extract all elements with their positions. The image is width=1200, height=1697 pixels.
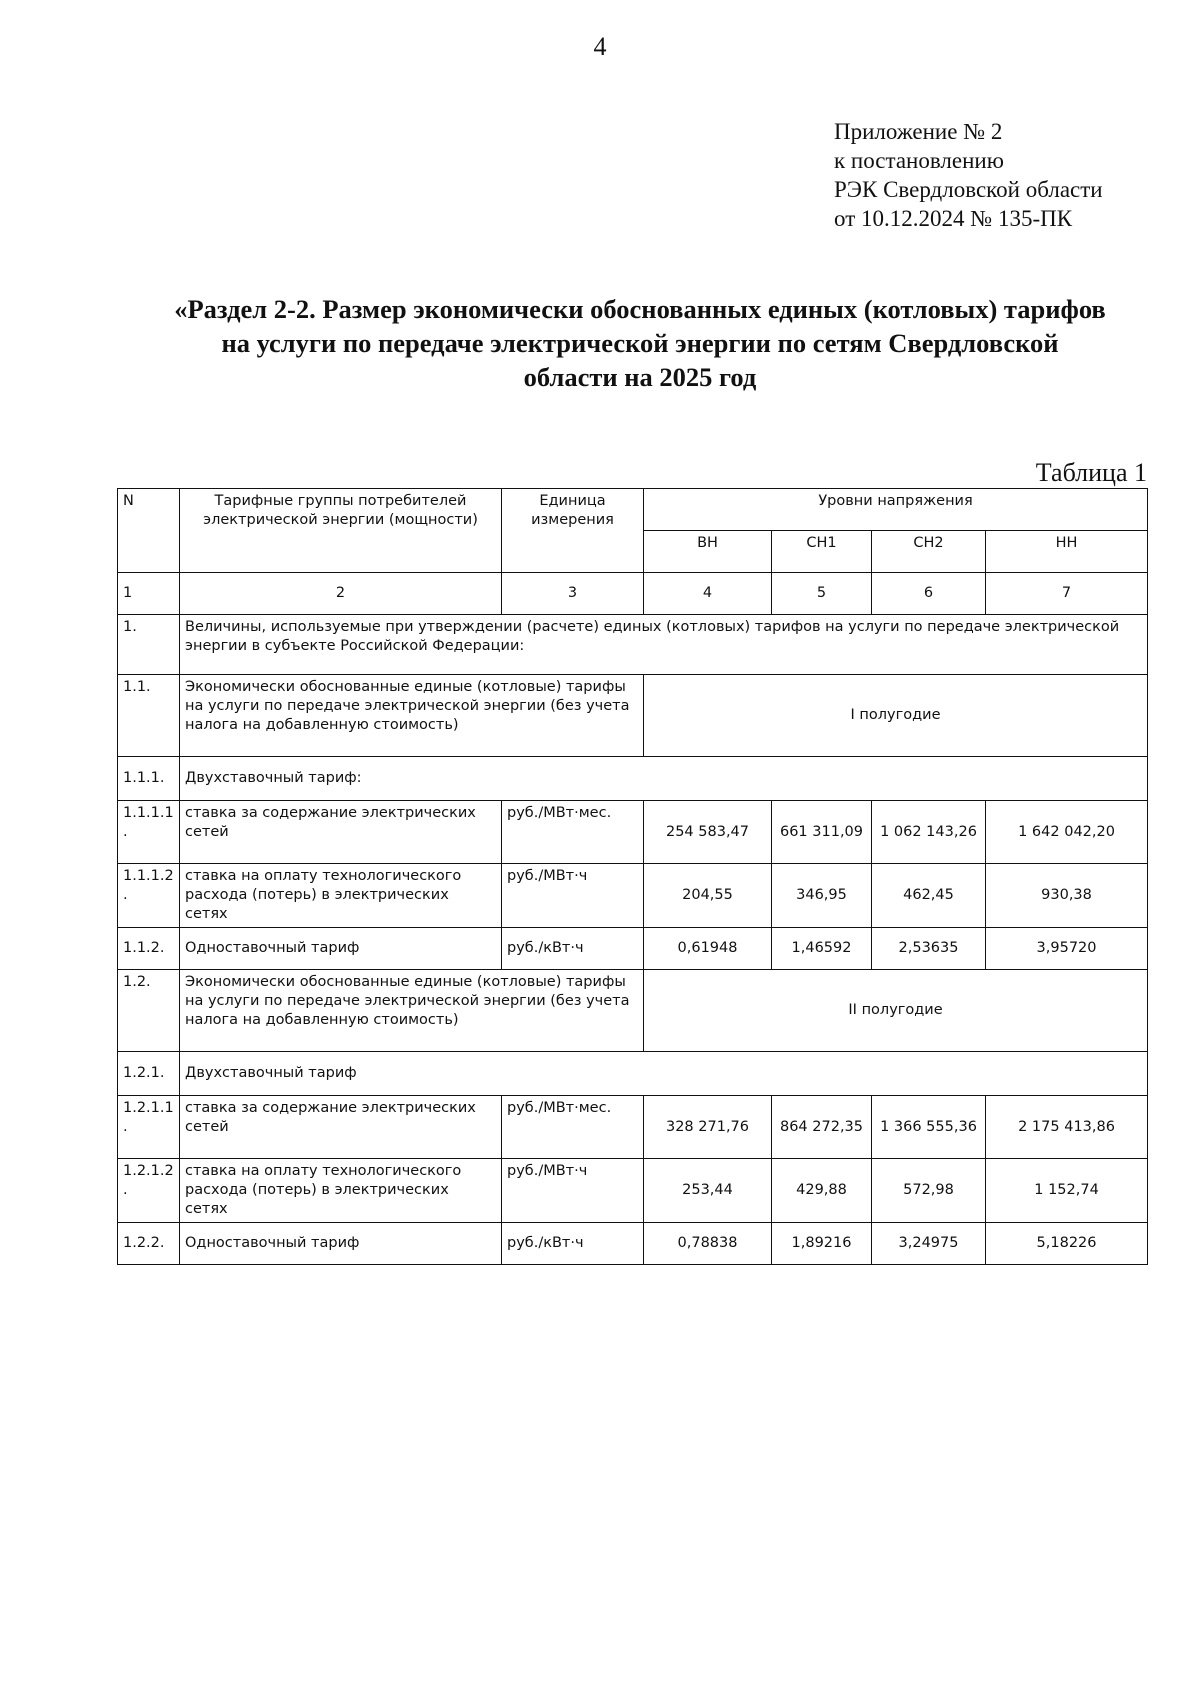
col-number: 6 bbox=[872, 573, 986, 615]
header-vn: ВН bbox=[644, 531, 772, 573]
row-number: 1.1.1.1 . bbox=[118, 801, 180, 864]
value-sn2: 1 366 555,36 bbox=[872, 1096, 986, 1159]
row-number: 1.2.1.1 . bbox=[118, 1096, 180, 1159]
row-name: Одноставочный тариф bbox=[180, 1223, 502, 1265]
appendix-line: от 10.12.2024 № 135-ПК bbox=[834, 206, 1073, 231]
row-name: ставка на оплату технологического расхода (потерь) в электрических сетях bbox=[180, 1159, 502, 1223]
header-groups: Тарифные группы потребителей электрической энергии (мощности) bbox=[180, 489, 502, 573]
subheading-row bbox=[118, 757, 1148, 801]
document-title bbox=[130, 292, 1150, 394]
col-number: 2 bbox=[180, 573, 502, 615]
subheading-label: Двухставочный тариф bbox=[180, 1052, 1148, 1096]
row-unit: руб./МВт·ч bbox=[502, 864, 644, 928]
row-unit: руб./кВт·ч bbox=[502, 928, 644, 970]
title-line: области на 2025 год bbox=[523, 362, 757, 392]
column-number-row bbox=[118, 573, 1148, 615]
row-unit: руб./МВт·мес. bbox=[502, 801, 644, 864]
period-description: Экономически обоснованные единые (котловые) тарифы на услуги по передаче электрической энергии (без учета налога на добавленную стоимость) bbox=[180, 675, 644, 757]
subheading-row bbox=[118, 1052, 1148, 1096]
title-line: на услуги по передаче электрической энергии по сетям Свердловской bbox=[221, 328, 1059, 358]
value-sn1: 661 311,09 bbox=[772, 801, 872, 864]
header-nn: НН bbox=[986, 531, 1148, 573]
table-caption: Таблица 1 bbox=[1035, 458, 1147, 487]
value-vn: 254 583,47 bbox=[644, 801, 772, 864]
header-n: N bbox=[118, 489, 180, 573]
value-nn: 930,38 bbox=[986, 864, 1148, 928]
value-sn2: 2,53635 bbox=[872, 928, 986, 970]
row-number: 1.2.1. bbox=[118, 1052, 180, 1096]
period-label: I полугодие bbox=[644, 675, 1148, 757]
col-number: 5 bbox=[772, 573, 872, 615]
value-nn: 2 175 413,86 bbox=[986, 1096, 1148, 1159]
row-name: ставка на оплату технологического расхода (потерь) в электрических сетях bbox=[180, 864, 502, 928]
value-nn: 1 642 042,20 bbox=[986, 801, 1148, 864]
value-sn1: 1,89216 bbox=[772, 1223, 872, 1265]
period-label: II полугодие bbox=[644, 970, 1148, 1052]
table-row bbox=[118, 1159, 1148, 1223]
value-sn1: 346,95 bbox=[772, 864, 872, 928]
col-number: 3 bbox=[502, 573, 644, 615]
row-name: ставка за содержание электрических сетей bbox=[180, 801, 502, 864]
value-vn: 253,44 bbox=[644, 1159, 772, 1223]
section-text: Величины, используемые при утверждении (расчете) единых (котловых) тарифов на услуги по передаче электрической энергии в субъекте Российской Федерации: bbox=[180, 615, 1148, 675]
value-nn: 3,95720 bbox=[986, 928, 1148, 970]
row-name: ставка за содержание электрических сетей bbox=[180, 1096, 502, 1159]
subheading-label: Двухставочный тариф: bbox=[180, 757, 1148, 801]
row-number: 1.1.2. bbox=[118, 928, 180, 970]
value-sn1: 864 272,35 bbox=[772, 1096, 872, 1159]
period-description: Экономически обоснованные единые (котловые) тарифы на услуги по передаче электрической энергии (без учета налога на добавленную стоимость) bbox=[180, 970, 644, 1052]
page-number: 4 bbox=[593, 32, 607, 61]
value-sn1: 429,88 bbox=[772, 1159, 872, 1223]
header-sn2: СН2 bbox=[872, 531, 986, 573]
col-number: 4 bbox=[644, 573, 772, 615]
value-vn: 204,55 bbox=[644, 864, 772, 928]
col-number: 1 bbox=[118, 573, 180, 615]
value-vn: 0,61948 bbox=[644, 928, 772, 970]
row-unit: руб./МВт·мес. bbox=[502, 1096, 644, 1159]
value-vn: 328 271,76 bbox=[644, 1096, 772, 1159]
table-row bbox=[118, 928, 1148, 970]
period-row bbox=[118, 970, 1148, 1052]
row-number: 1.1. bbox=[118, 675, 180, 757]
row-number: 1.2. bbox=[118, 970, 180, 1052]
row-unit: руб./кВт·ч bbox=[502, 1223, 644, 1265]
value-sn1: 1,46592 bbox=[772, 928, 872, 970]
appendix-line: РЭК Свердловской области bbox=[834, 177, 1103, 202]
header-sn1: СН1 bbox=[772, 531, 872, 573]
table-row bbox=[118, 1096, 1148, 1159]
appendix-block bbox=[834, 117, 1103, 233]
section-row bbox=[118, 615, 1148, 675]
col-number: 7 bbox=[986, 573, 1148, 615]
period-row bbox=[118, 675, 1148, 757]
table-row bbox=[118, 801, 1148, 864]
value-sn2: 1 062 143,26 bbox=[872, 801, 986, 864]
table-row bbox=[118, 864, 1148, 928]
row-number: 1. bbox=[118, 615, 180, 675]
appendix-line: Приложение № 2 bbox=[834, 119, 1003, 144]
row-number: 1.2.1.2 . bbox=[118, 1159, 180, 1223]
table-row bbox=[118, 1223, 1148, 1265]
value-sn2: 462,45 bbox=[872, 864, 986, 928]
value-sn2: 3,24975 bbox=[872, 1223, 986, 1265]
appendix-line: к постановлению bbox=[834, 148, 1004, 173]
title-line: «Раздел 2-2. Размер экономически обоснованных единых (котловых) тарифов bbox=[174, 294, 1106, 324]
row-number: 1.1.1. bbox=[118, 757, 180, 801]
row-number: 1.2.2. bbox=[118, 1223, 180, 1265]
value-vn: 0,78838 bbox=[644, 1223, 772, 1265]
row-unit: руб./МВт·ч bbox=[502, 1159, 644, 1223]
value-sn2: 572,98 bbox=[872, 1159, 986, 1223]
value-nn: 1 152,74 bbox=[986, 1159, 1148, 1223]
tariff-table bbox=[117, 488, 1148, 1265]
header-voltage-levels: Уровни напряжения bbox=[644, 489, 1148, 531]
row-number: 1.1.1.2 . bbox=[118, 864, 180, 928]
row-name: Одноставочный тариф bbox=[180, 928, 502, 970]
value-nn: 5,18226 bbox=[986, 1223, 1148, 1265]
header-unit: Единица измерения bbox=[502, 489, 644, 573]
